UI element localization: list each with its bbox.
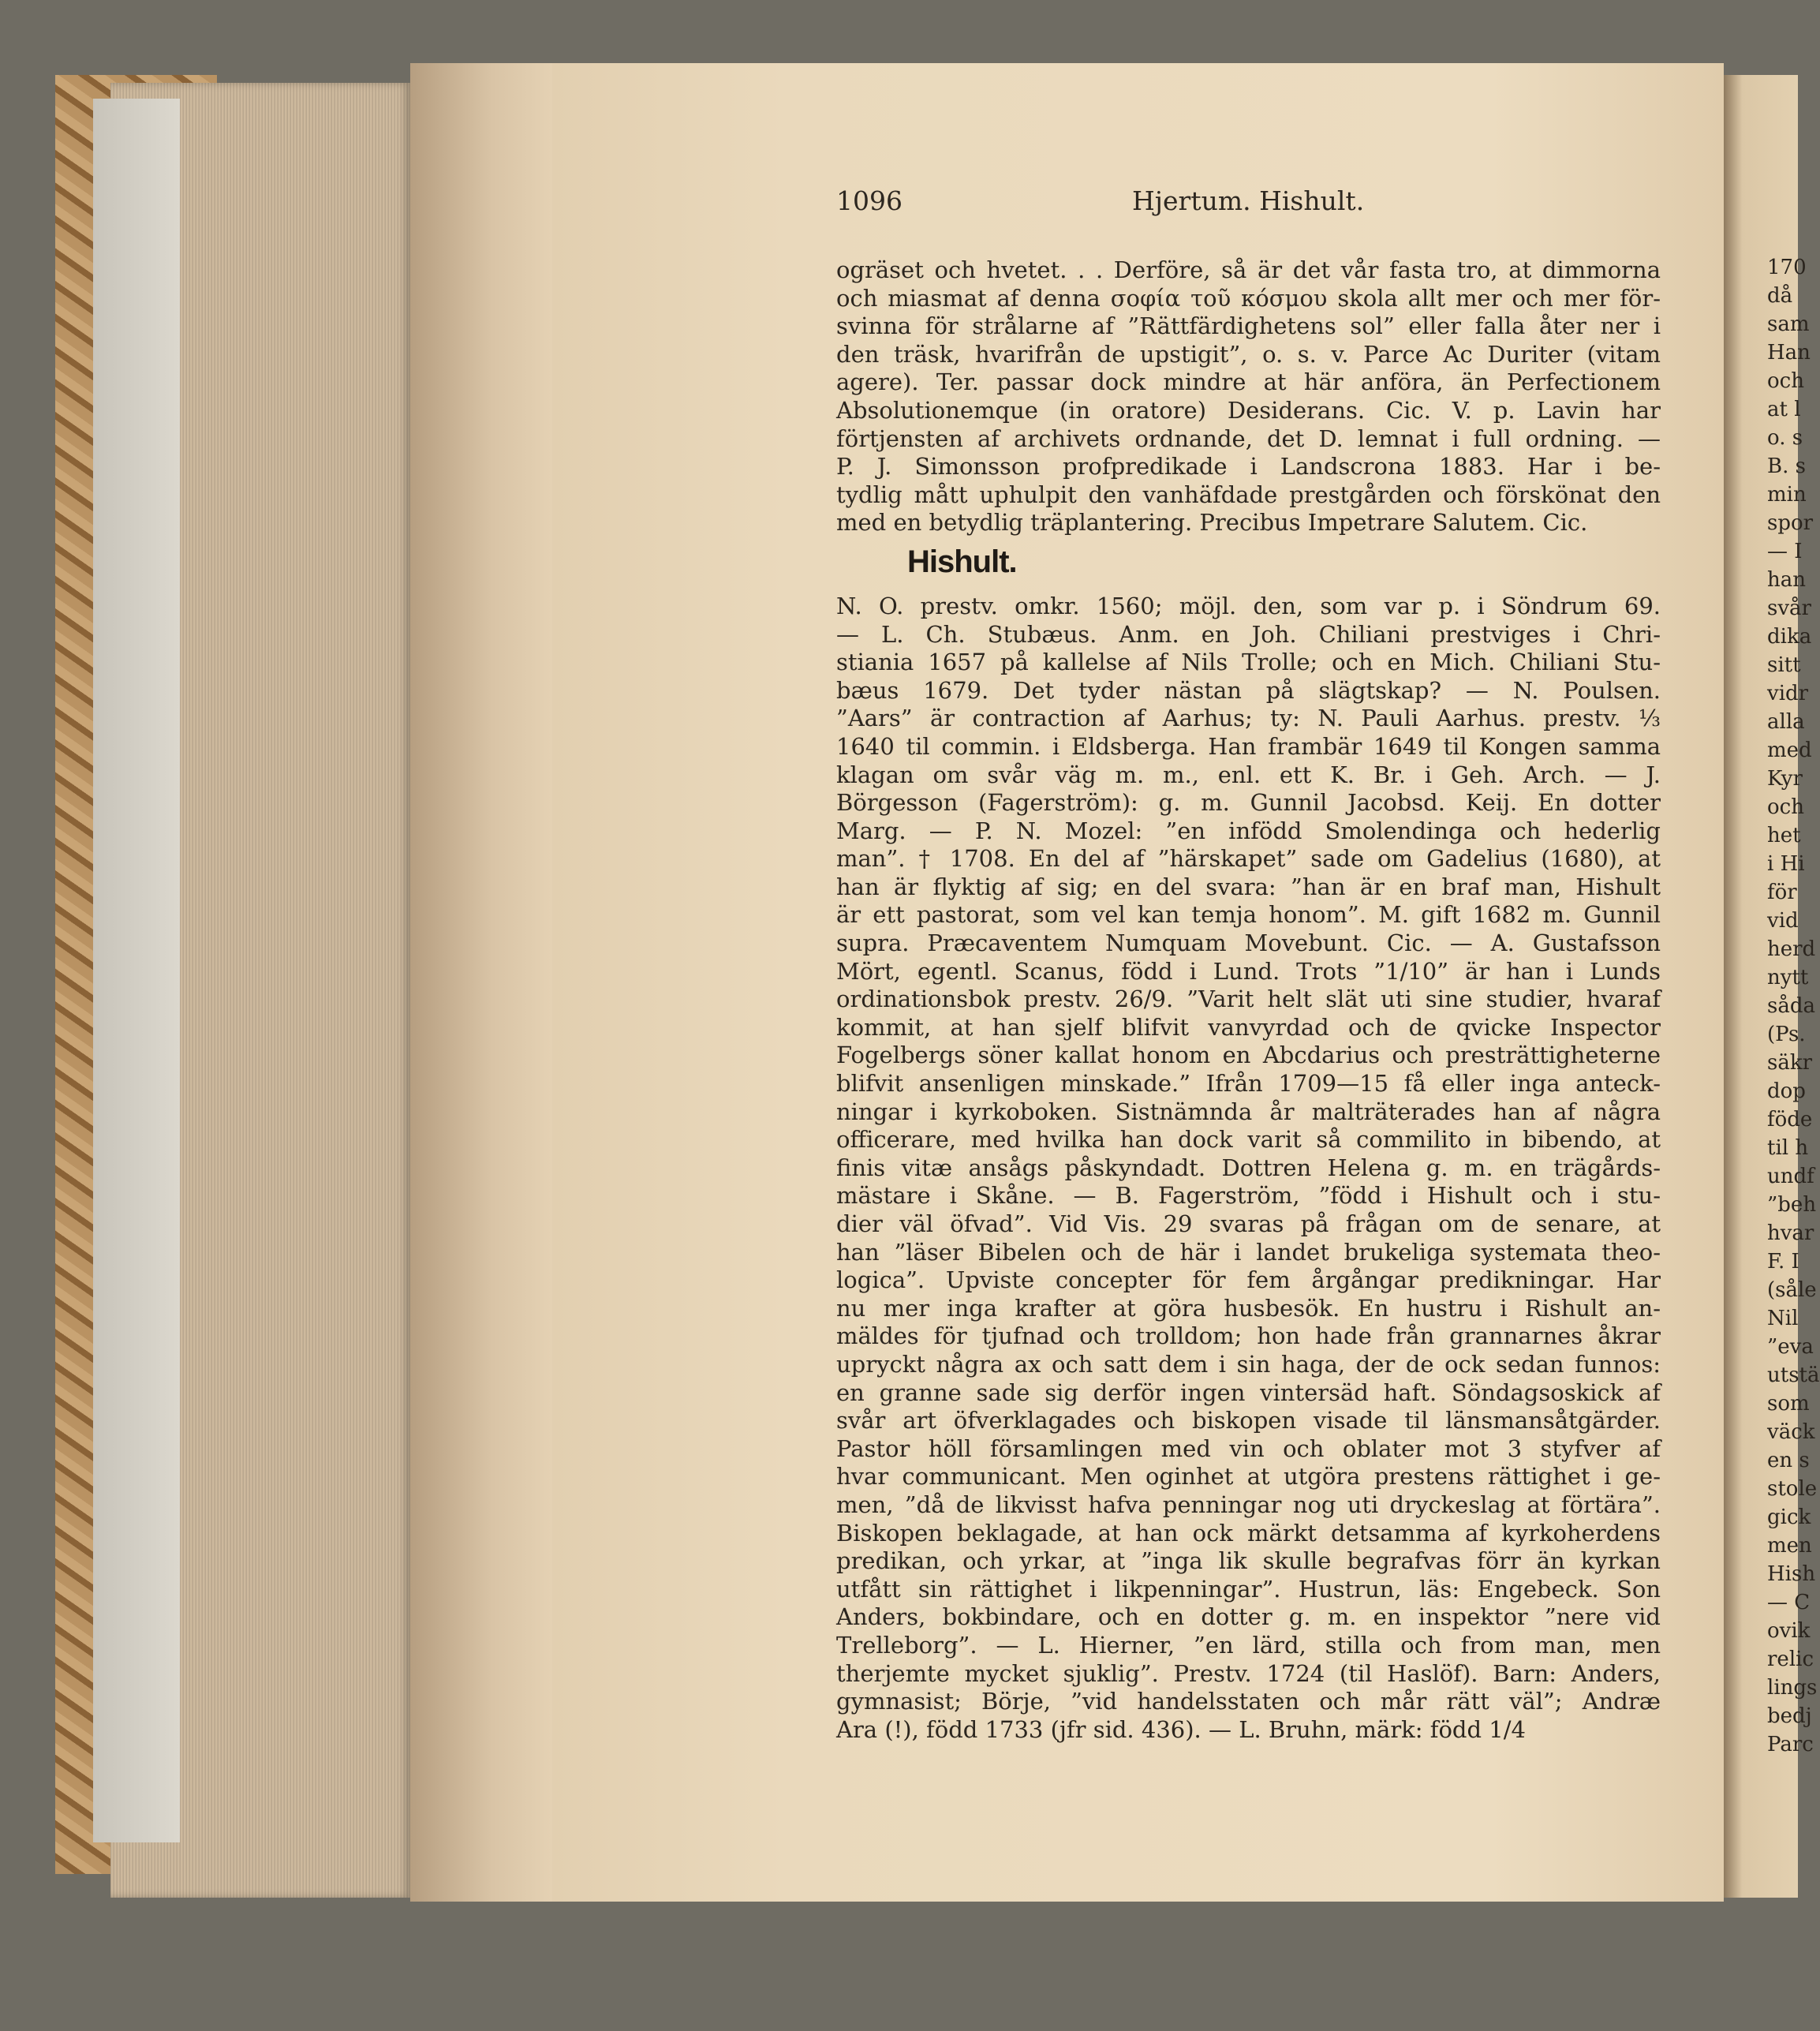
gutter-shadow bbox=[410, 63, 560, 1902]
text-line: Fogelbergs söner kallat honom en Abcdarius och presträttigheterne bbox=[836, 1042, 1661, 1069]
next-page-fragment: sam bbox=[1767, 312, 1810, 336]
text-line: mästare i Skåne. — B. Fagerström, ”född i Hishult och i stu- bbox=[836, 1182, 1661, 1210]
next-page-fragment: — C bbox=[1767, 1591, 1811, 1614]
next-page-fragment: ”eva bbox=[1767, 1335, 1814, 1359]
next-page-fragment: relic bbox=[1767, 1648, 1814, 1671]
text-line: — L. Ch. Stubæus. Anm. en Joh. Chiliani prestviges i Chri- bbox=[836, 620, 1661, 648]
next-page-fragment: men bbox=[1767, 1534, 1812, 1558]
text-line: förtjensten af archivets ordnande, det D. lemnat i full ordning. — bbox=[836, 425, 1661, 452]
running-title: Hjertum. Hishult. bbox=[1132, 185, 1365, 216]
next-page-fragment: F. I bbox=[1767, 1250, 1799, 1274]
text-line: Pastor höll församlingen med vin och oblater mot 3 styfver af bbox=[836, 1434, 1661, 1462]
next-page-fragment: stole bbox=[1767, 1477, 1818, 1501]
next-page-fragment: föde bbox=[1767, 1108, 1813, 1131]
next-page-fragment: svår bbox=[1767, 597, 1811, 620]
text-line: upryckt några ax och satt dem i sin haga, der de ock sedan funnos: bbox=[836, 1350, 1661, 1378]
next-page-fragment: 170 bbox=[1767, 256, 1807, 279]
text-line: Anders, bokbindare, och en dotter g. m. en inspektor ”nere vid bbox=[836, 1603, 1661, 1631]
next-page-fragment: hvar bbox=[1767, 1221, 1814, 1245]
page-number: 1096 bbox=[836, 185, 903, 216]
text-line: han ”läser Bibelen och de här i landet brukeliga systemata theo- bbox=[836, 1238, 1661, 1266]
next-page-fragment: (såle bbox=[1767, 1278, 1817, 1302]
text-line: Absolutionemque (in oratore) Desiderans. Cic. V. p. Lavin har bbox=[836, 396, 1661, 424]
section-heading: Hishult. bbox=[907, 544, 1017, 579]
next-page-fragment: het bbox=[1767, 824, 1801, 847]
next-page-edge bbox=[1724, 75, 1820, 1898]
text-line: en granne sade sig derför ingen vintersäd haft. Söndagsoskick af bbox=[836, 1378, 1661, 1406]
next-page-fragment: o. s bbox=[1767, 426, 1803, 450]
next-page-fragment: dika bbox=[1767, 625, 1812, 649]
next-page-fragment: at l bbox=[1767, 398, 1801, 421]
next-page-fragment: för bbox=[1767, 881, 1797, 904]
next-page-fragment: och bbox=[1767, 369, 1804, 393]
text-line: supra. Præcaventem Numquam Movebunt. Cic. — A. Gustafsson bbox=[836, 929, 1661, 957]
text-line: är ett pastorat, som vel kan temja honom”. M. gift 1682 m. Gunnil bbox=[836, 901, 1661, 929]
next-page-fragment: til h bbox=[1767, 1136, 1809, 1160]
text-line: han är flyktig af sig; en del svara: ”han är en braf man, Hishult bbox=[836, 873, 1661, 900]
body-text bbox=[836, 256, 1661, 1744]
next-page-fragment: i Hi bbox=[1767, 852, 1805, 876]
text-line: ogräset och hvetet. . . Derföre, så är det vår fasta tro, at dimmorna bbox=[836, 256, 1661, 283]
next-page-fragment: gick bbox=[1767, 1505, 1811, 1529]
next-page-fragment: lings bbox=[1767, 1676, 1818, 1700]
text-line: ”Aars” är contraction af Aarhus; ty: N. Pauli Aarhus. prestv. ⅓ bbox=[836, 705, 1661, 732]
text-line: officerare, med hvilka han dock varit så commilito in bibendo, at bbox=[836, 1126, 1661, 1154]
text-line: mäldes för tjufnad och trolldom; hon hade från grannarnes åkrar bbox=[836, 1322, 1661, 1350]
next-page-fragment: säkr bbox=[1767, 1051, 1813, 1075]
text-line: Trelleborg”. — L. Hierner, ”en lärd, stilla och from man, men bbox=[836, 1631, 1661, 1659]
text-line: stiania 1657 på kallelse af Nils Trolle; och en Mich. Chiliani Stu- bbox=[836, 649, 1661, 676]
next-page-fragment: ovik bbox=[1767, 1619, 1811, 1643]
endpaper bbox=[93, 99, 180, 1842]
next-page-fragment: nytt bbox=[1767, 966, 1809, 989]
text-line: gymnasist; Börje, ”vid handelsstaten och mår rätt väl”; Andræ bbox=[836, 1688, 1661, 1715]
text-line: ningar i kyrkoboken. Sistnämnda år malträterades han af några bbox=[836, 1098, 1661, 1125]
text-line: therjemte mycket sjuklig”. Prestv. 1724 (til Haslöf). Barn: Anders, bbox=[836, 1659, 1661, 1687]
next-page-fragment: bedj bbox=[1767, 1704, 1812, 1728]
text-line: med en betydlig träplantering. Precibus Impetrare Salutem. Cic. bbox=[836, 509, 1588, 537]
paragraph-2 bbox=[836, 593, 1661, 1744]
next-page-fragment: såda bbox=[1767, 994, 1815, 1018]
text-line: hvar communicant. Men oginhet at utgöra prestens rättighet i ge- bbox=[836, 1463, 1661, 1491]
text-line: nu mer inga krafter at göra husbesök. En hustru i Rishult an- bbox=[836, 1294, 1661, 1322]
text-line: Biskopen beklagade, at han ock märkt detsamma af kyrkoherdens bbox=[836, 1519, 1661, 1547]
paragraph-1 bbox=[836, 256, 1661, 537]
text-line: man”. † 1708. En del af ”härskapet” sade om Gadelius (1680), at bbox=[836, 845, 1661, 873]
next-page-fragment: han bbox=[1767, 568, 1806, 592]
next-page-fragment: spor bbox=[1767, 511, 1814, 535]
next-page-fragment: en s bbox=[1767, 1449, 1810, 1472]
next-page-fragment: herd bbox=[1767, 937, 1816, 961]
text-line: svinna för strålarne af ”Rättfärdighetens sol” eller falla åter ner i bbox=[836, 312, 1661, 340]
text-line: tydlig mått uphulpit den vanhäfdade prestgården och förskönat den bbox=[836, 481, 1661, 508]
text-line: finis vitæ ansågs påskyndadt. Dottren Helena g. m. en trägårds- bbox=[836, 1154, 1661, 1181]
next-page-fragment: — I bbox=[1767, 540, 1803, 563]
next-page-fragment: Parc bbox=[1767, 1733, 1814, 1756]
next-page-fragment: med bbox=[1767, 739, 1812, 762]
page-header bbox=[836, 185, 1420, 225]
next-page-fragment: Hish bbox=[1767, 1562, 1816, 1586]
next-page-fragment: (Ps. bbox=[1767, 1023, 1806, 1046]
text-line: svår art öfverklagades och biskopen visade til länsmansåtgärder. bbox=[836, 1407, 1661, 1434]
next-page-fragment: B. s bbox=[1767, 454, 1806, 478]
text-line: Börgesson (Fagerström): g. m. Gunnil Jacobsd. Keij. En dotter bbox=[836, 789, 1661, 817]
text-line: klagan om svår väg m. m., enl. ett K. Br. i Geh. Arch. — J. bbox=[836, 761, 1661, 788]
section-heading-row bbox=[836, 537, 1661, 593]
next-page-fragment: utstä bbox=[1767, 1363, 1820, 1387]
next-page-fragment: sitt bbox=[1767, 653, 1801, 677]
text-line: utfått sin rättighet i likpenningar”. Hustrun, läs: Engebeck. Son bbox=[836, 1575, 1661, 1603]
text-line: och miasmat af denna σοφία τοῦ κόσμου skola allt mer och mer för- bbox=[836, 284, 1661, 312]
next-page-fragment: Kyr bbox=[1767, 767, 1803, 791]
text-line: ordinationsbok prestv. 26/9. ”Varit helt slät uti sine studier, hvaraf bbox=[836, 986, 1661, 1013]
text-line: men, ”då de likvisst hafva penningar nog uti dryckeslag at förtära”. bbox=[836, 1491, 1661, 1518]
text-line: agere). Ter. passar dock mindre at här anföra, än Perfectionem bbox=[836, 368, 1661, 396]
next-page-fragment: vidr bbox=[1767, 682, 1809, 705]
text-line: bæus 1679. Det tyder nästan på slägtskap? — N. Poulsen. bbox=[836, 676, 1661, 704]
next-page-fragment: dop bbox=[1767, 1079, 1806, 1103]
next-page-fragment: då bbox=[1767, 284, 1793, 308]
next-page-fragment: vid bbox=[1767, 909, 1799, 933]
next-page-fragment: min bbox=[1767, 483, 1807, 507]
next-page-fragment: och bbox=[1767, 795, 1804, 819]
text-line: dier väl öfvad”. Vid Vis. 29 svaras på frågan om de senare, at bbox=[836, 1210, 1661, 1237]
text-line: Ara (!), född 1733 (jfr sid. 436). — L. Bruhn, märk: född 1/4 bbox=[836, 1715, 1526, 1743]
next-page-fragment: Han bbox=[1767, 341, 1811, 365]
next-page-fragment: ”beh bbox=[1767, 1193, 1817, 1217]
text-line: Marg. — P. N. Mozel: ”en infödd Smolendinga och hederlig bbox=[836, 817, 1661, 844]
text-line: 1640 til commin. i Eldsberga. Han frambär 1649 til Kongen samma bbox=[836, 732, 1661, 760]
text-line: N. O. prestv. omkr. 1560; möjl. den, som var p. i Söndrum 69. bbox=[836, 592, 1661, 619]
next-page-fragment: Nil bbox=[1767, 1307, 1799, 1330]
text-line: blifvit ansenligen minskade.” Ifrån 1709—15 få eller inga anteck- bbox=[836, 1070, 1661, 1098]
next-page-fragment: alla bbox=[1767, 710, 1805, 734]
text-line: den träsk, hvarifrån de upstigit”, o. s. v. Parce Ac Duriter (vitam bbox=[836, 340, 1661, 368]
text-line: Mört, egentl. Scanus, född i Lund. Trots ”1/10” är han i Lunds bbox=[836, 957, 1661, 985]
text-line: predikan, och yrkar, at ”inga lik skulle begrafvas förr än kyrkan bbox=[836, 1547, 1661, 1575]
next-page-fragment: väck bbox=[1767, 1420, 1815, 1444]
next-page-fragment: som bbox=[1767, 1392, 1810, 1416]
next-page-fragment: undf bbox=[1767, 1165, 1814, 1188]
text-line: kommit, at han sjelf blifvit vanvyrdad och de qvicke Inspector bbox=[836, 1013, 1661, 1041]
text-line: logica”. Upviste concepter för fem årgångar predikningar. Har bbox=[836, 1266, 1661, 1294]
text-line: P. J. Simonsson profpredikade i Landscrona 1883. Har i be- bbox=[836, 453, 1661, 481]
